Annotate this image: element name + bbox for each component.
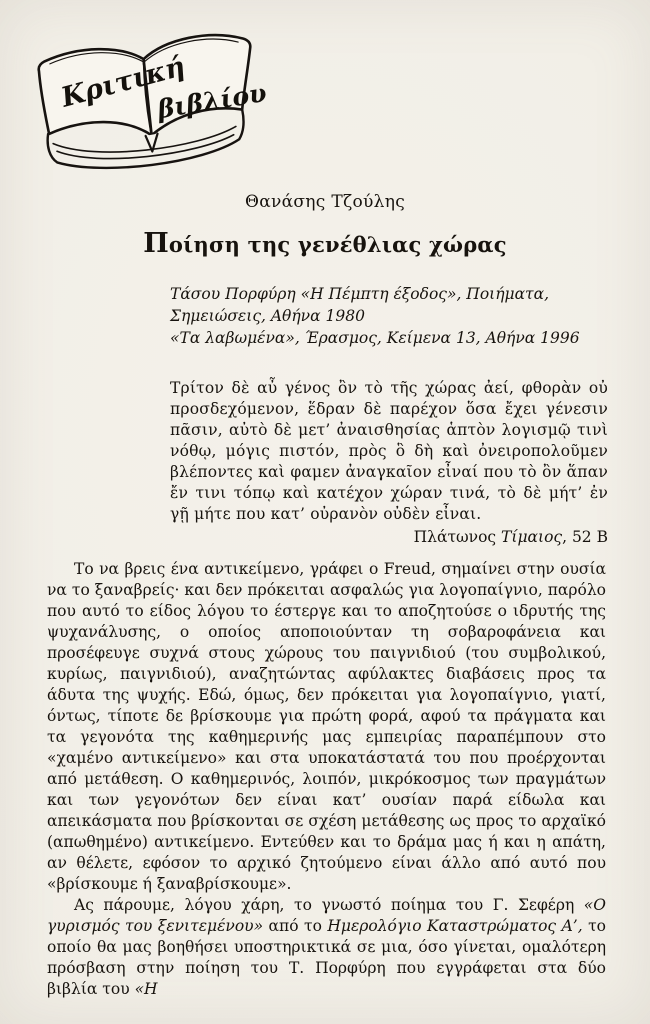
body-paragraph [47, 895, 606, 1000]
text-run: Ας πάρουμε, λόγου χάρη, το γνωστό ποίημα του Γ. Σεφέρη [74, 896, 584, 914]
text-run: Το να βρεις ένα αντικείμενο, γράφει ο Freud, σημαίνει στην ουσία να το ξαναβρείς· και δεν πρόκειται ασφαλώς για λογοπαίγνιο, παρόλο που αυτό το είδος λόγου το έστεργε και το αποζητούσε ο ιδρυτής της ψυχανάλυσης, ο οποίος αποποιούνταν τη σοβαροφάνεια και προσέφευγε συχνά στους χώρους του παιγνιδιού (του συμβολικού, κυρίως, παιγνιδιού), αναζητώντας αφύλακτες διαβάσεις προς τα άδυτα της ψυχής. Εδώ, όμως, δεν πρόκειται για λογοπαίγνιο, γιατί, όντως, τίποτε δε βρίσκουμε για πρώτη φορά, αφού τα πράγματα και τα γεγονότα της καθημερινής μας εμπειρίας παραπέμπουν στο «χαμένο αντικείμενο» και στα υποκατάστατά του που προέρχονται από μετάθεση. Ο καθημερινός, λοιπόν, μικρόκοσμος των πραγμάτων και των γεγονότων δεν είναι κατ’ ουσίαν παρά είδωλα και απεικάσματα που βρίσκονται σε σχέση μετάθεσης ως προς το αρχαϊκό (απωθημένο) αντικείμενο. Εντεύθεν και το δράμα μας ή και η απάτη, αν θέλετε, εφόσον το αρχικό ζητούμενο είναι άλλο από αυτό που «βρίσκουμε ή ξαναβρίσκουμε». [47, 560, 606, 893]
epigraph-text: Τρίτον δὲ αὖ γένος ὂν τὸ τῆς χώρας ἀεί, φθορὰν οὐ προσδεχόμενον, ἕδραν δὲ παρέχον ὅσα ἔχει γένεσιν πᾶσιν, αὐτὸ δὲ μετ’ ἀναισθησίας ἁπτὸν λογισμῷ τινὶ νόθῳ, μόγις πιστόν, πρὸς ὃ δὴ καὶ ὀνειροπολοῦμεν βλέποντες καὶ φαμεν ἀναγκαῖον εἶναί που τὸ ὂν ἅπαν ἔν τινι τόπῳ καὶ κατέχον χώραν τινά, τὸ δὲ μήτ’ ἐν γῇ μήτε που κατ’ οὐρανὸν οὐδὲν εἶναι. [170, 379, 608, 523]
book-review-logo [26, 18, 276, 202]
logo-left-page-label: Κριτική [57, 50, 189, 114]
bibliography [170, 283, 610, 349]
text-run: «Η [134, 980, 158, 998]
text-run: , 52 B [562, 528, 608, 546]
body-paragraph [47, 559, 606, 895]
text-run: Πλάτωνος [413, 528, 502, 546]
text-run: από το [263, 917, 328, 935]
text-run: το οποίο θα μας βοηθήσει υποστηρικτικά σε μια, όσο γίνεται, ομαλότερη πρόσβαση στην ποίηση του Τ. Πορφύρη που εγγράφεται στα δύο βιβλία του [47, 917, 606, 998]
author-name: Θανάσης Τζούλης [244, 192, 406, 212]
text-run: Ημερολόγιο Καταστρώματος Α’, [327, 917, 583, 935]
bibliography-line: Τάσου Πορφύρη «Η Πέμπτη έξοδος», Ποιήματα, [170, 285, 550, 303]
bibliography-line: «Τα λαβωμένα», Έρασμος, Κείμενα 13, Αθήνα 1996 [170, 329, 580, 347]
book-illustration [26, 18, 276, 202]
bibliography-line: Σημειώσεις, Αθήνα 1980 [170, 307, 365, 325]
epigraph-attribution [170, 528, 608, 546]
text-run: Τίμαιος [501, 528, 563, 546]
text-run: «Ο γυρισμός του ξενιτεμένου» [47, 896, 606, 935]
logo-right-page-label: βιβλίου [155, 77, 269, 124]
epigraph [170, 378, 608, 546]
body-text [47, 559, 606, 1000]
article-title: Ποίηση της γενέθλιας χώρας [143, 228, 507, 259]
